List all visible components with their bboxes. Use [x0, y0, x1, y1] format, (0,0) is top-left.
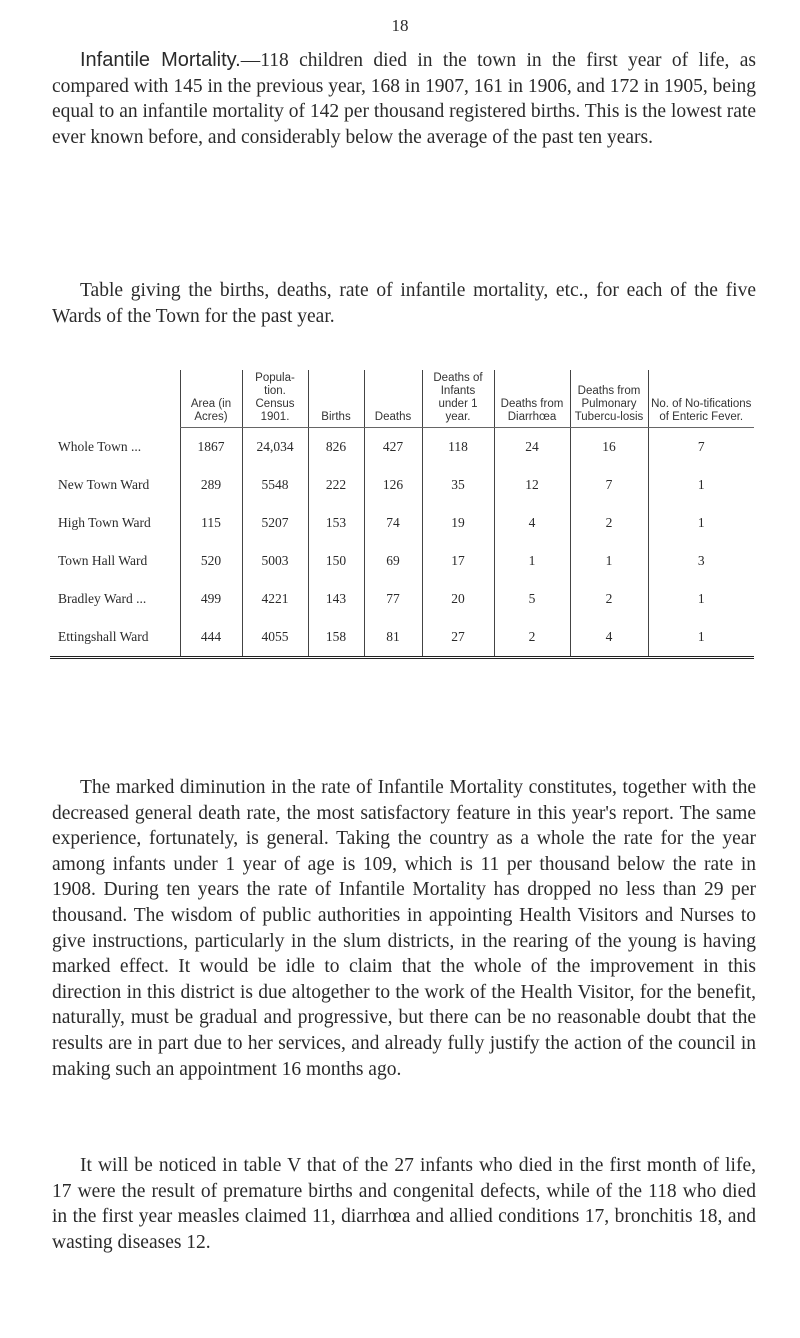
population-cell: 24,034	[242, 428, 308, 467]
population-cell: 5207	[242, 504, 308, 542]
ward-name: High Town Ward	[58, 515, 151, 530]
area-cell: 115	[180, 504, 242, 542]
header-area: Area (in Acres)	[180, 370, 242, 428]
deaths-cell: 81	[364, 618, 422, 658]
area-cell: 444	[180, 618, 242, 658]
enteric-cell: 1	[648, 580, 754, 618]
ward-name: Town Hall Ward	[58, 553, 148, 568]
diarrhoea-cell: 5	[494, 580, 570, 618]
diarrhoea-cell: 24	[494, 428, 570, 467]
tuberculosis-cell: 7	[570, 466, 648, 504]
enteric-cell: 1	[648, 618, 754, 658]
closing-paragraph-text: It will be noticed in table V that of the 27 infants who died in the first month of life, 17 were the result of premature births and congenital defects, while of the 118 who died in the first year measles claimed 11, diarrhœa and allied conditions 17, bronchitis 18, and wasting diseases 12.	[52, 1155, 756, 1253]
deaths-cell: 427	[364, 428, 422, 467]
deaths-cell: 74	[364, 504, 422, 542]
diarrhoea-cell: 1	[494, 542, 570, 580]
ward-name: New Town Ward	[58, 477, 150, 492]
table-row	[50, 542, 754, 580]
enteric-cell: 1	[648, 504, 754, 542]
intro-text: —118 children died in the town in the first year of life, as compared with 145 in the previous year, 168 in 1907, 161 in 1906, and 172 in 1905, being equal to an infantile mortality of 142 per thousand registered births. This is the lowest rate ever known before, and considerably below the average of the past ten years.	[52, 50, 757, 148]
births-cell: 158	[308, 618, 364, 658]
births-cell: 153	[308, 504, 364, 542]
diarrhoea-cell: 12	[494, 466, 570, 504]
population-cell: 4055	[242, 618, 308, 658]
table-row	[50, 618, 754, 658]
births-cell: 150	[308, 542, 364, 580]
births-cell: 143	[308, 580, 364, 618]
ward-statistics-table	[50, 370, 754, 659]
page-number: 18	[391, 16, 409, 35]
tuberculosis-cell: 2	[570, 580, 648, 618]
ward-name: Ettingshall Ward	[50, 618, 180, 658]
header-deaths: Deaths	[364, 370, 422, 428]
diarrhoea-cell: 2	[494, 618, 570, 658]
population-cell: 4221	[242, 580, 308, 618]
deaths-cell: 126	[364, 466, 422, 504]
infant-deaths-cell: 20	[422, 580, 494, 618]
tuberculosis-cell: 4	[570, 618, 648, 658]
deaths-cell: 69	[364, 542, 422, 580]
table-header-row	[50, 370, 754, 428]
header-tuberculosis: Deaths from Pulmonary Tubercu-losis	[570, 370, 648, 428]
header-births: Births	[308, 370, 364, 428]
enteric-cell: 1	[648, 466, 754, 504]
infant-deaths-cell: 17	[422, 542, 494, 580]
enteric-cell: 3	[648, 542, 754, 580]
diarrhoea-cell: 4	[494, 504, 570, 542]
header-enteric: No. of No-tifications of Enteric Fever.	[648, 370, 754, 428]
section-heading: Infantile Mortality.	[80, 49, 241, 71]
infant-deaths-cell: 35	[422, 466, 494, 504]
table-row	[50, 466, 754, 504]
ward-name: Whole Town ...	[58, 438, 142, 454]
table-caption	[52, 278, 756, 329]
body-paragraph-text: The marked diminution in the rate of Infantile Mortality constitutes, together with the decreased general death rate, the most satisfactory feature in this year's report. The same experience, fortunately, is general. Taking the country as a whole the rate for the year among infants under 1 year of age is 109, which is 11 per thousand below the rate in 1908. During ten years the rate of Infantile Mortality has dropped no less than 29 per thousand. The wisdom of public authorities in appointing Health Visitors and Nurses to give instructions, particularly in the slum districts, in the rearing of the young is having marked effect. It would be idle to claim that the whole of the improvement in this direction in this district is due altogether to the work of the Health Visitor, for the benefit, naturally, must be gradual and progressive, but there can be no reasonable doubt that the results are in part due to her services, and already fully justify the action of the council in making such an appointment 16 months ago.	[52, 777, 756, 1080]
area-cell: 520	[180, 542, 242, 580]
tuberculosis-cell: 1	[570, 542, 648, 580]
table-caption-text: Table giving the births, deaths, rate of infantile mortality, etc., for each of the five Wards of the Town for the past year.	[52, 280, 756, 327]
enteric-cell: 7	[648, 428, 754, 467]
deaths-cell: 77	[364, 580, 422, 618]
table-row	[50, 580, 754, 618]
infant-deaths-cell: 27	[422, 618, 494, 658]
tuberculosis-cell: 2	[570, 504, 648, 542]
births-cell: 222	[308, 466, 364, 504]
births-cell: 826	[308, 428, 364, 467]
header-ward	[50, 370, 180, 428]
header-diarrhoea: Deaths from Diarrhœa	[494, 370, 570, 428]
table-row	[50, 428, 754, 467]
population-cell: 5003	[242, 542, 308, 580]
ward-name: Bradley Ward ...	[58, 591, 147, 606]
infant-deaths-cell: 118	[422, 428, 494, 467]
infant-deaths-cell: 19	[422, 504, 494, 542]
header-infant-deaths: Deaths of Infants under 1 year.	[422, 370, 494, 428]
area-cell: 1867	[180, 428, 242, 467]
area-cell: 289	[180, 466, 242, 504]
tuberculosis-cell: 16	[570, 428, 648, 467]
table-row	[50, 504, 754, 542]
intro-paragraph	[52, 48, 756, 150]
closing-paragraph	[52, 1153, 756, 1255]
area-cell: 499	[180, 580, 242, 618]
header-population: Popula-tion. Census 1901.	[242, 370, 308, 428]
body-paragraph	[52, 775, 756, 1082]
population-cell: 5548	[242, 466, 308, 504]
